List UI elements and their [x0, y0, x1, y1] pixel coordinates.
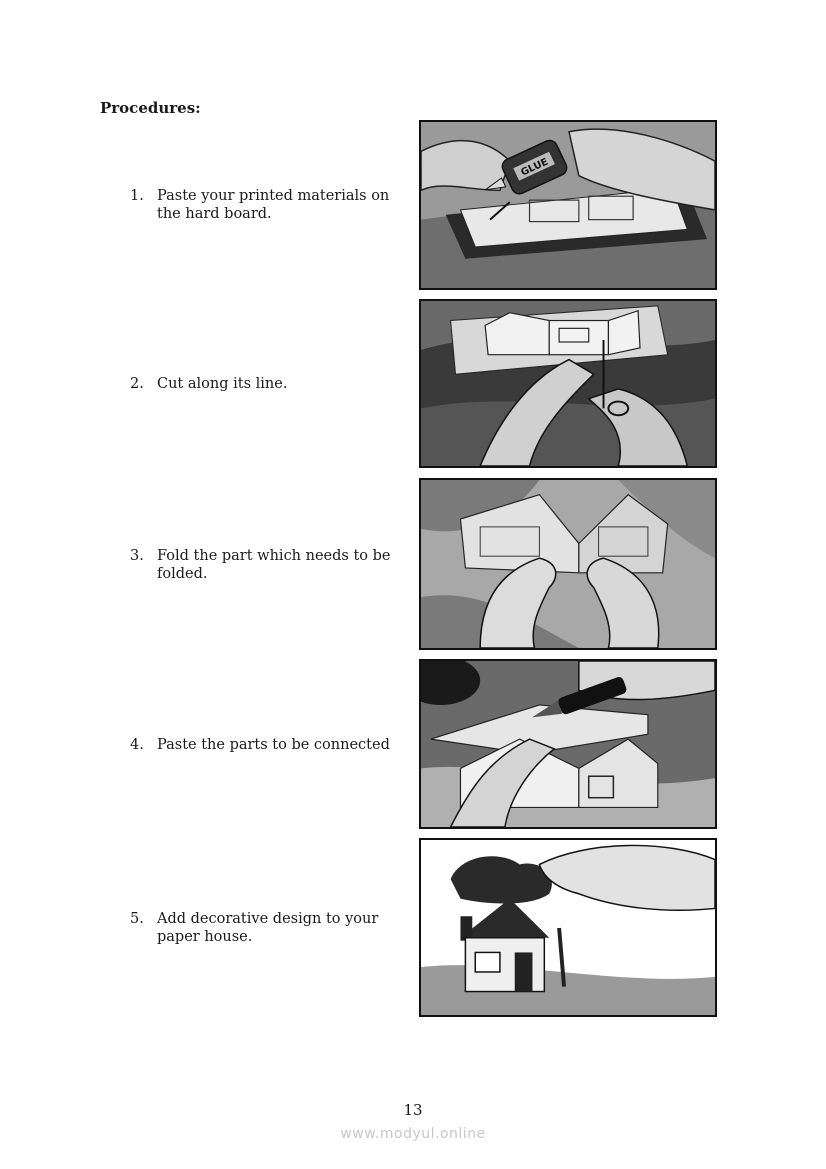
step-1 [130, 187, 400, 223]
step-text: Cut along its line. [157, 376, 288, 392]
step-number: 4. [130, 737, 144, 753]
step-2 [130, 375, 400, 393]
illustration-paste-connected-parts [419, 659, 717, 829]
step-text: Add decorative design to your paper house. [157, 911, 379, 945]
step-5 [130, 910, 400, 946]
step-3 [130, 547, 400, 583]
step-text: Paste your printed materials on the hard board. [157, 188, 390, 222]
illustration-fold-parts [419, 478, 717, 650]
watermark: www.modyul.online [340, 1126, 486, 1142]
step-text: Paste the parts to be connected [157, 737, 390, 753]
step-number: 5. [130, 911, 144, 927]
step-4 [130, 736, 400, 754]
step-number: 1. [130, 188, 144, 204]
page-number: 13 [403, 1101, 423, 1119]
illustration-cut-along-line [419, 299, 717, 468]
illustration-decorate-house [419, 838, 717, 1017]
step-number: 2. [130, 376, 144, 392]
illustration-paste-materials [419, 120, 717, 290]
procedures-heading: Procedures: [100, 99, 201, 117]
step-text: Fold the part which needs to be folded. [157, 548, 391, 582]
glue-label: GLUE [519, 156, 551, 179]
step-number: 3. [130, 548, 144, 564]
